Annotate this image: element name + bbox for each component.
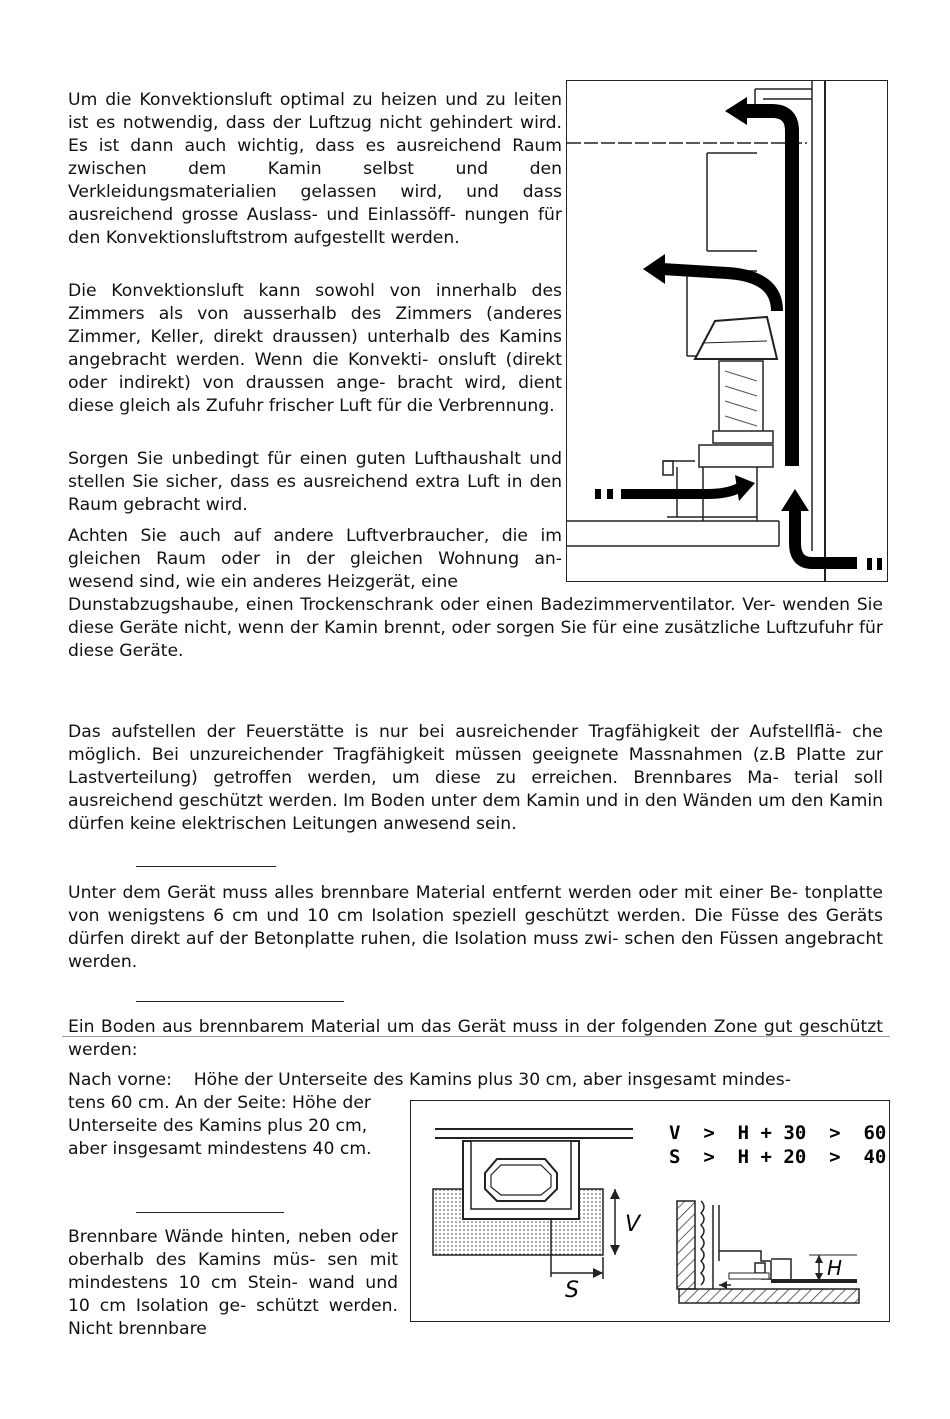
floor-protection-diagram [411,1101,889,1321]
label-h: H [827,1256,843,1280]
paragraph-other-consumers-end: Dunstabzugshaube, einen Trockenschrank oder einen Badezimmerventilator. Ver- wenden Sie diese Geräte nicht, wenn der Kamin brennt, oder sorgen Sie für eine zusätzliche Luftzufuhr für diese Geräte. [68,595,883,661]
paragraph-side-distance: tens 60 cm. An der Seite: Höhe der Unterseite des Kamins plus 20 cm, aber insgesamt mindestens 40 cm. [68,1093,372,1159]
paragraph-other-consumers-start: Achten Sie auch auf andere Luftverbraucher, die im gleichen Raum oder in der gleichen Wohnung an- wesend sind, wie ein anderes Heizgerät, eine [68,526,562,592]
heading-rule [136,1001,344,1002]
label-s: S [565,1278,579,1303]
heading-rule [136,1212,284,1213]
paragraph-air-source: Die Konvektionsluft kann sowohl von innerhalb des Zimmers als von ausserhalb des Zimmers (anderes Zimmer, Keller, direkt draussen) unterhalb des Kamins angebracht werden. Wenn die Konvekti- onsluft (direkt oder indirekt) von draussen ange- bracht wird, dient diese gleich als Zufuhr frischer Luft für die Verbrennung. [68,281,562,416]
paragraph-air-balance: Sorgen Sie unbedingt für einen guten Lufthaushalt und stellen Sie sicher, dass es ausreichend extra Luft in den Raum gebracht wird. [68,449,562,515]
paragraph-under-device: Unter dem Gerät muss alles brennbare Material entfernt werden oder mit einer Be- tonplatte von wenigstens 6 cm und 10 cm Isolation speziell geschützt werden. Die Füsse des Geräts dürfen direkt auf der Betonplatte ruhen, die Isolation muss zwi- schen den Füssen angebracht werden. [68,883,883,972]
paragraph-floor-zone: Ein Boden aus brennbarem Material um das Gerät muss in der folgenden Zone gut geschützt werden: [68,1017,883,1060]
paragraph-convection-air: Um die Konvektionsluft optimal zu heizen und zu leiten ist es notwendig, dass der Luftzug nicht gehindert wird. Es ist dann auch wichtig, dass es ausreichend Raum zwischen dem Kamin selbst und den Verkleidungsmaterialien gelassen wird, und dass ausreichend grosse Auslass- und Einlassöff- nungen für den Konvektionsluftstrom aufgestellt werden. [68,90,562,248]
footer-rule [62,1036,890,1037]
convection-airflow-diagram [567,81,887,581]
heading-rule [136,866,276,867]
label-v: V [625,1212,641,1237]
formula-side: S > H + 20 > 40 [669,1146,887,1168]
paragraph-combustible-walls: Brennbare Wände hinten, neben oder oberhalb des Kamins müs- sen mit mindestens 10 cm Stein- wand und 10 cm Isolation ge- schützt werden. Nicht brennbare [68,1227,398,1339]
floor-protection-figure [410,1100,890,1322]
convection-airflow-figure [566,80,888,582]
formula-front: V > H + 30 > 60 [669,1122,887,1144]
paragraph-front-distance: Nach vorne: Höhe der Unterseite des Kamins plus 30 cm, aber insgesamt mindes- [68,1070,791,1090]
paragraph-load-bearing: Das aufstellen der Feuerstätte is nur bei ausreichender Tragfähigkeit der Aufstellflä- che möglich. Bei unzureichender Tragfähigkeit müssen geeignete Massnahmen (z.B Platte zur Lastverteilung) getroffen werden, um diese zu erreichen. Brennbares Ma- terial soll ausreichend geschützt werden. Im Boden unter dem Kamin und in den Wänden um den Kamin dürfen keine elektrischen Leitungen anwesend sein. [68,722,883,834]
